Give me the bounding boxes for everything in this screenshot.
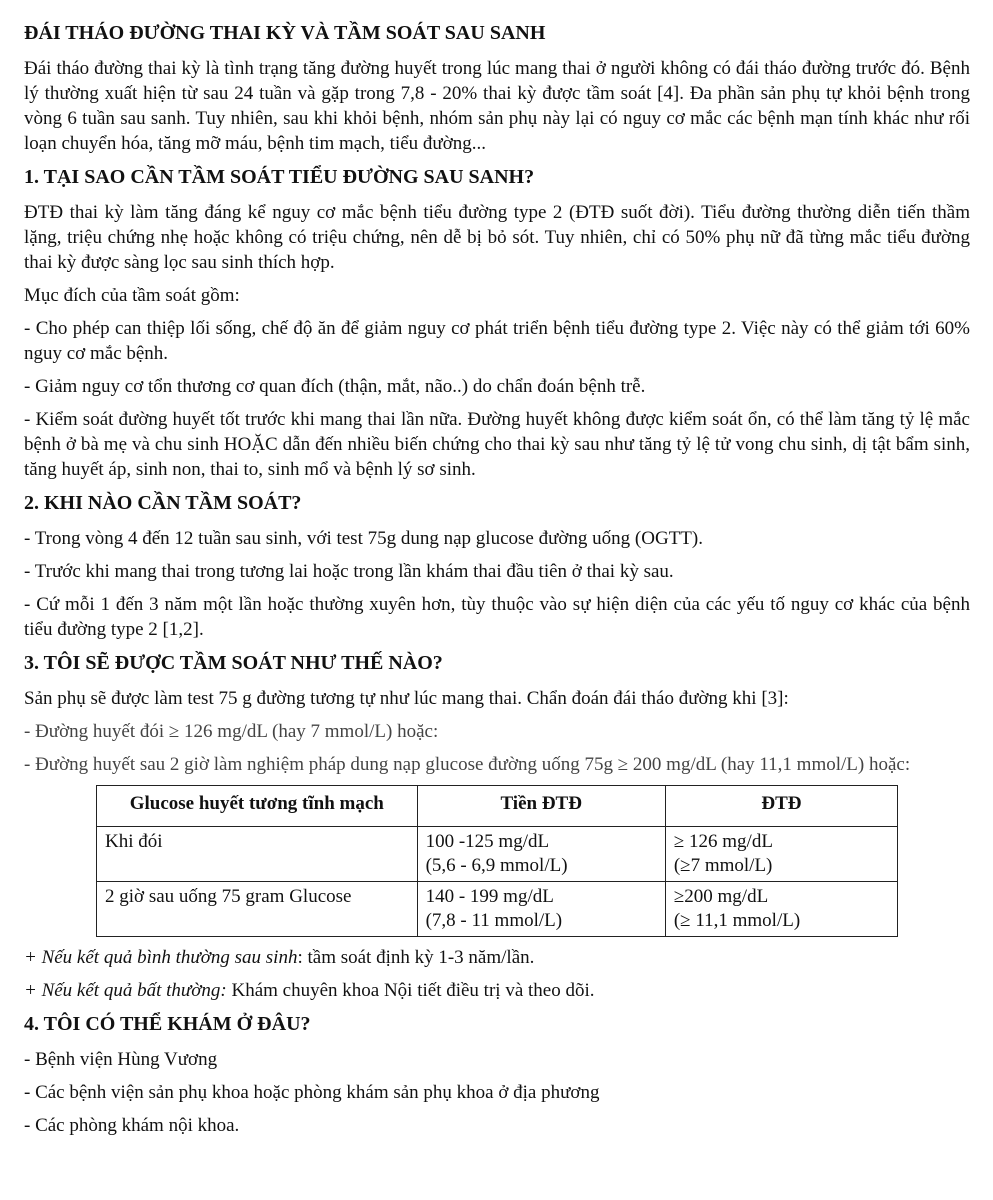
location-item: - Các phòng khám nội khoa. — [24, 1115, 240, 1136]
cell-line: (≥ 11,1 mmol/L) — [673, 910, 801, 931]
document-page — [24, 20, 970, 1146]
cell-line: (7,8 - 11 mmol/L) — [425, 910, 563, 931]
table-cell-prediabetes — [417, 827, 665, 882]
normal-result-label: + Nếu kết quả bình thường sau sinh — [24, 947, 298, 968]
criterion-item: - Đường huyết sau 2 giờ làm nghiệm pháp dung nạp glucose đường uống 75g ≥ 200 mg/dL (hay 11,1 mmol/L) hoặc: — [24, 754, 911, 775]
cell-line: 140 - 199 mg/dL — [425, 886, 554, 907]
table-header-cell: ĐTĐ — [665, 786, 897, 827]
table-header-row — [97, 786, 898, 827]
table-cell-diabetes — [665, 882, 897, 937]
section-4-heading: 4. TÔI CÓ THỂ KHÁM Ở ĐÂU? — [24, 1013, 311, 1035]
abnormal-result-note — [24, 978, 970, 1003]
timing-item: - Trong vòng 4 đến 12 tuần sau sinh, với test 75g dung nạp glucose đường uống (OGTT). — [24, 528, 703, 549]
location-item: - Các bệnh viện sản phụ khoa hoặc phòng khám sản phụ khoa ở địa phương — [24, 1082, 600, 1103]
section-3-paragraph: Sản phụ sẽ được làm test 75 g đường tương tự như lúc mang thai. Chẩn đoán đái tháo đường khi [3]: — [24, 688, 789, 709]
location-item: - Bệnh viện Hùng Vương — [24, 1049, 218, 1070]
section-1-paragraph: ĐTĐ thai kỳ làm tăng đáng kể nguy cơ mắc bệnh tiểu đường type 2 (ĐTĐ suốt đời). Tiểu đường thường diễn tiến thầm lặng, triệu chứng nhẹ hoặc không có triệu chứng, nên dễ bị bỏ sót. Tuy nhiên, chỉ có 50% phụ nữ đã từng mắc tiểu đường thai kỳ được sàng lọc sau sinh thích hợp. — [24, 202, 970, 273]
cell-line: (5,6 - 6,9 mmol/L) — [425, 855, 568, 876]
section-1-heading: 1. TẠI SAO CẦN TẦM SOÁT TIỂU ĐƯỜNG SAU SANH? — [24, 166, 535, 188]
cell-line: ≥ 126 mg/dL — [673, 831, 773, 852]
cell-line: (≥7 mmol/L) — [673, 855, 773, 876]
cell-line: 100 -125 mg/dL — [425, 831, 550, 852]
purpose-intro: Mục đích của tầm soát gồm: — [24, 285, 240, 306]
table-header-cell: Glucose huyết tương tĩnh mạch — [97, 786, 418, 827]
table-row — [97, 827, 898, 882]
normal-result-note — [24, 945, 970, 970]
timing-item: - Trước khi mang thai trong tương lai hoặc trong lần khám thai đầu tiên ở thai kỳ sau. — [24, 561, 674, 582]
table-cell-diabetes — [665, 827, 897, 882]
section-3-heading: 3. TÔI SẼ ĐƯỢC TẦM SOÁT NHƯ THẾ NÀO? — [24, 652, 443, 674]
table-cell-prediabetes — [417, 882, 665, 937]
purpose-item: - Cho phép can thiệp lối sống, chế độ ăn để giảm nguy cơ phát triển bệnh tiểu đường type 2. Việc này có thể giảm tới 60% nguy cơ mắc bệnh. — [24, 318, 970, 364]
table-cell-label: 2 giờ sau uống 75 gram Glucose — [97, 882, 418, 937]
table-cell-label: Khi đói — [97, 827, 418, 882]
purpose-item: - Kiểm soát đường huyết tốt trước khi mang thai lần nữa. Đường huyết không được kiểm soát ổn, có thể làm tăng tỷ lệ mắc bệnh ở bà mẹ và chu sinh HOẶC dẫn đến nhiều biến chứng cho thai kỳ sau như tăng tỷ lệ tử vong chu sinh, dị tật bẩm sinh, tăng huyết áp, sinh non, thai to, sinh mổ và bệnh lý sơ sinh. — [24, 409, 970, 480]
table-header-cell: Tiền ĐTĐ — [417, 786, 665, 827]
section-2-heading: 2. KHI NÀO CẦN TẦM SOÁT? — [24, 492, 302, 514]
glucose-criteria-table — [96, 785, 898, 937]
abnormal-result-label: + Nếu kết quả bất thường: — [24, 980, 227, 1001]
normal-result-text: : tầm soát định kỳ 1-3 năm/lần. — [297, 947, 535, 968]
intro-paragraph: Đái tháo đường thai kỳ là tình trạng tăng đường huyết trong lúc mang thai ở người không có đái tháo đường trước đó. Bệnh lý thường xuất hiện từ sau 24 tuần và gặp trong 7,8 - 20% thai kỳ được tầm soát [4]. Đa phần sản phụ tự khỏi bệnh trong vòng 6 tuần sau sanh. Tuy nhiên, sau khi khỏi bệnh, nhóm sản phụ này lại có nguy cơ mắc các bệnh mạn tính khác như rối loạn chuyển hóa, tăng mỡ máu, bệnh tim mạch, tiểu đường... — [24, 58, 970, 154]
timing-item: - Cứ mỗi 1 đến 3 năm một lần hoặc thường xuyên hơn, tùy thuộc vào sự hiện diện của các yếu tố nguy cơ khác của bệnh tiểu đường type 2 [1,2]. — [24, 594, 970, 640]
table-row — [97, 882, 898, 937]
document-title: ĐÁI THÁO ĐƯỜNG THAI KỲ VÀ TẦM SOÁT SAU SANH — [24, 22, 546, 44]
abnormal-result-text: Khám chuyên khoa Nội tiết điều trị và theo dõi. — [226, 980, 595, 1001]
purpose-item: - Giảm nguy cơ tổn thương cơ quan đích (thận, mắt, não..) do chẩn đoán bệnh trễ. — [24, 376, 646, 397]
criterion-item: - Đường huyết đói ≥ 126 mg/dL (hay 7 mmol/L) hoặc: — [24, 721, 439, 742]
cell-line: ≥200 mg/dL — [673, 886, 769, 907]
